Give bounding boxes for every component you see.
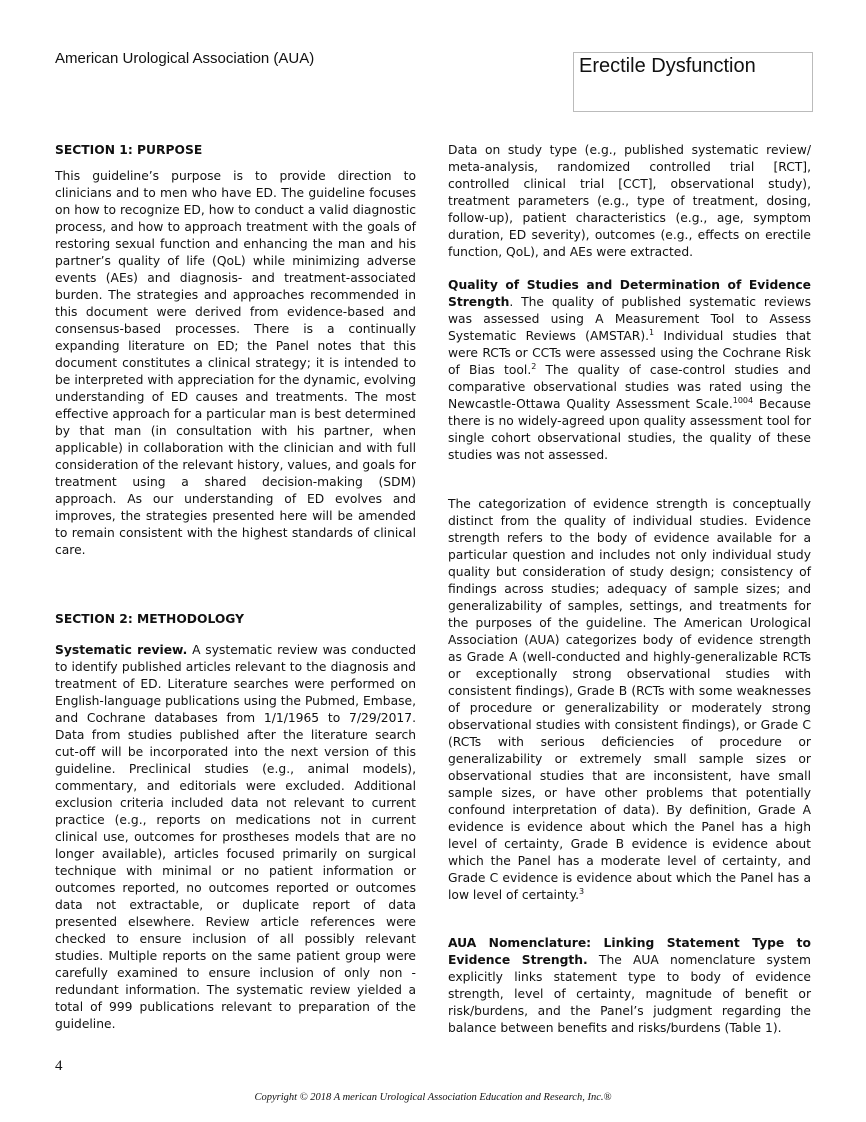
header-title-box: Erectile Dysfunction — [573, 52, 813, 112]
reference-superscript: 1 — [649, 328, 655, 337]
quality-text: Individual studies that were RCTs or CCTs were assessed using the Cochrane Risk of Bias tool. — [448, 329, 811, 377]
quality-lead: Quality of Studies and Determination of Evidence Strength — [448, 278, 811, 309]
section-1-heading: SECTION 1: PURPOSE — [55, 143, 203, 157]
reference-superscript: 2 — [531, 362, 537, 371]
categorization-text: The categorization of evidence strength is conceptually distinct from the quality of individual studies. Evidence strength refers to the body of evidence available for a particular question and includes not only individual study quality but consideration of study design; consistency of findings across studies; adequacy of sample sizes; and generalizability of samples, settings, and treatments for the purposes of the guideline. The American Urological Association (AUA) categorizes body of evidence strength as Grade A (well-conducted and highly-generalizable RCTs or exceptionally strong observational studies with consistent findings), Grade B (RCTs with some weaknesses of procedure or generalizability or moderately strong observational studies with consistent findings), or Grade C (RCTs with serious deficiencies of procedure or generalizability or extremely small sample sizes or observational studies that are inconsistent, have small sample sizes, or have other problems that potentially confound interpretation of data). By definition, Grade A evidence is evidence about which the Panel has a high level of certainty, Grade B evidence is evidence about which the Panel has a moderate level of certainty, and Grade C evidence is evidence about which the Panel has a low level of certainty. — [448, 497, 811, 902]
page-number: 4 — [55, 1058, 63, 1074]
systematic-review-lead: Systematic review. — [55, 643, 188, 657]
categorization-paragraph — [448, 496, 811, 904]
section-2-heading: SECTION 2: METHODOLOGY — [55, 612, 245, 626]
systematic-review-text: A systematic review was conducted to identify published articles relevant to the diagnosis and treatment of ED. Literature searches were performed on English-language publications using the Pubmed, Embase, and Cochrane databases from 1/1/1965 to 7/29/2017. Data from studies published after the literature search cut-off will be incorporated into the next version of this guideline. Preclinical studies (e.g., animal models), commentary, and editorials were excluded. Additional exclusion criteria included data not relevant to current practice (e.g., reports on medications not in current clinical use, outcomes for prostheses models that are no longer available), articles focused primarily on surgical technique with minimal or no patient information or outcomes reported, no outcomes reported or outcomes data not extractable, or duplicate report of data presented elsewhere. Review article references were checked to ensure inclusion of all possibly relevant studies. Multiple reports on the same patient group were carefully examined to ensure inclusion of only non -redundant information. The systematic review yielded a total of 999 publications relevant to preparation of the guideline. — [55, 643, 416, 1031]
quality-paragraph — [448, 277, 811, 464]
nomenclature-lead: AUA Nomenclature: Linking Statement Type to Evidence Strength. — [448, 936, 811, 967]
data-extraction-paragraph: Data on study type (e.g., published systematic review/ meta-analysis, randomized controlled trial [RCT], controlled clinical trial [CCT], observational study), treatment parameters (e.g., type of treatment, dosing, follow-up), patient characteristics (e.g., age, symptom duration, ED severity), outcomes (e.g., effects on erectile function, QoL), and AEs were extracted. — [448, 143, 811, 259]
quality-text: Because there is no widely-agreed upon quality assessment tool for single cohort observational studies, the quality of these studies was not assessed. — [448, 397, 811, 462]
quality-text: . The quality of published systematic reviews was assessed using A Measurement Tool to Assess Systematic Reviews (AMSTAR). — [448, 295, 811, 343]
purpose-paragraph: This guideline’s purpose is to provide direction to clinicians and to men who have ED. The guideline focuses on how to recognize ED, how to conduct a valid diagnostic process, and how to approach treatment with the goals of restoring sexual function and enhancing the man and his partner’s quality of life (QoL) while minimizing adverse events (AEs) and diagnosis- and treatment-associated burden. The strategies and approaches recommended in this document were derived from evidence-based and consensus-based processes. There is a continually expanding literature on ED; the Panel notes that this document constitutes a clinical strategy; it is intended to be interpreted with appreciation for the dynamic, evolving understanding of ED causes and treatments. The most effective approach for a particular man is best determined by that man (in consultation with his partner, when applicable) in collaboration with the clinician and with full consideration of the relevant history, values, and goals for treatment using a shared decision-making (SDM) approach. As our understanding of ED evolves and improves, the strategies presented here will be amended to remain consistent with the highest standards of clinical care. — [55, 169, 416, 557]
header-organization: American Urological Association (AUA) — [55, 50, 315, 67]
quality-text: The quality of case-control studies and comparative observational studies was rated using the Newcastle-Ottawa Quality Assessment Scale. — [448, 363, 811, 411]
systematic-review-paragraph — [55, 642, 416, 1033]
reference-superscript: 1004 — [732, 396, 754, 405]
copyright-footer: Copyright © 2018 A merican Urological Association Education and Research, Inc.® — [254, 1092, 612, 1103]
nomenclature-paragraph — [448, 935, 811, 1037]
nomenclature-text: The AUA nomenclature system explicitly links statement type to body of evidence strength, level of certainty, magnitude of benefit or risk/burdens, and the Panel’s judgment regarding the balance between benefits and risks/burdens (Table 1). — [448, 953, 811, 1035]
reference-superscript: 3 — [579, 887, 585, 896]
